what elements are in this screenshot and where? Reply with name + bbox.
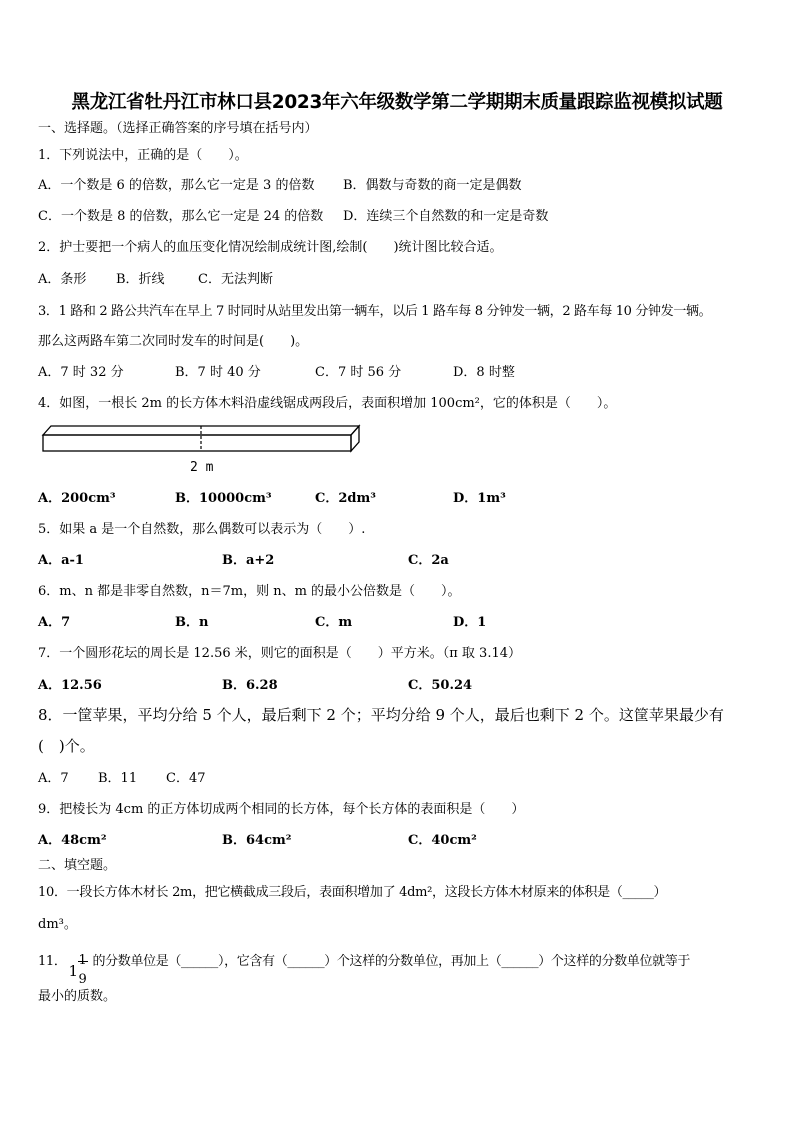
question-1-options-row-1 xyxy=(38,178,522,194)
question-5-stem: 5．如果 a 是一个自然数，那么偶数可以表示为（ ）. xyxy=(38,522,366,537)
question-3-option-c[interactable]: C．7 时 56 分 xyxy=(315,365,402,380)
question-3-stem-line-1: 3．1 路和 2 路公共汽车在早上 7 时同时从站里发出第一辆车，以后 1 路车每 8 分钟发一辆，2 路车每 10 分钟发一辆。 xyxy=(38,304,712,319)
question-1-stem: 1．下列说法中，正确的是（ ）。 xyxy=(38,148,248,163)
question-9-options xyxy=(38,833,477,849)
question-5-option-b[interactable]: B．a+2 xyxy=(222,553,275,568)
page-title: 黑龙江省牡丹江市林口县2023年六年级数学第二学期期末质量跟踪监视模拟试题 xyxy=(71,92,723,113)
question-6-stem: 6．m、n 都是非零自然数，n＝7m，则 n、m 的最小公倍数是（ ）。 xyxy=(38,584,461,599)
question-11-stem-line-2: 最小的质数。 xyxy=(38,989,117,1004)
question-11-stem-line-1 xyxy=(38,944,691,987)
question-6-option-c[interactable]: C．m xyxy=(315,615,353,630)
question-4-option-a[interactable]: A．200cm³ xyxy=(38,491,116,506)
diagram-length-label: 2 m xyxy=(190,460,214,475)
question-1-options-row-2 xyxy=(38,209,548,225)
question-6-option-b[interactable]: B．n xyxy=(175,615,209,630)
fraction-whole: 1 xyxy=(68,961,78,980)
question-4-options xyxy=(38,491,506,507)
question-1-option-b[interactable]: B．偶数与奇数的商一定是偶数 xyxy=(343,178,522,193)
question-2-option-a[interactable]: A．条形 xyxy=(38,272,87,287)
question-10-stem-line-1: 10．一段长方体木材长 2m，把它横截成三段后，表面积增加了 4dm²，这段长方体木材原来的体积是（_____） xyxy=(38,885,667,900)
question-7-option-c[interactable]: C．50.24 xyxy=(408,678,473,693)
question-7-stem: 7．一个圆形花坛的周长是 12.56 米，则它的面积是（ ）平方米。（π 取 3.14） xyxy=(38,646,522,661)
block-front-face xyxy=(43,435,351,451)
fraction-denominator: 9 xyxy=(78,971,87,987)
question-3-option-d[interactable]: D．8 时整 xyxy=(453,365,515,380)
question-4-stem: 4．如图，一根长 2m 的长方体木料沿虚线锯成两段后，表面积增加 100cm²，它的体积是（ ）。 xyxy=(38,396,617,411)
question-2-option-c[interactable]: C．无法判断 xyxy=(198,272,273,287)
block-side-face xyxy=(351,426,359,451)
question-8-stem-line-1: 8．一筐苹果，平均分给 5 个人，最后剩下 2 个；平均分给 9 个人，最后也剩下 2 个。这筐苹果最少有 xyxy=(38,706,724,724)
question-1-option-c[interactable]: C．一个数是 8 的倍数，那么它一定是 24 的倍数 xyxy=(38,209,324,224)
question-9-option-a[interactable]: A．48cm² xyxy=(38,833,107,848)
question-3-option-b[interactable]: B．7 时 40 分 xyxy=(175,365,261,380)
question-4-option-d[interactable]: D．1m³ xyxy=(453,491,506,506)
question-3-option-a[interactable]: A．7 时 32 分 xyxy=(38,365,124,380)
fraction-numerator: 1 xyxy=(78,952,87,968)
question-2-stem: 2．护士要把一个病人的血压变化情况绘制成统计图,绘制( )统计图比较合适。 xyxy=(38,240,503,255)
question-1-option-d[interactable]: D．连续三个自然数的和一定是奇数 xyxy=(343,209,549,224)
question-7-option-b[interactable]: B．6.28 xyxy=(222,678,278,693)
question-8-option-c[interactable]: C．47 xyxy=(166,771,206,786)
question-6-option-a[interactable]: A．7 xyxy=(38,615,71,630)
question-10-stem-line-2: dm³。 xyxy=(38,917,77,932)
question-11-stem-text: 的分数单位是（______），它含有（______）个这样的分数单位，再加上（______）个这样的分数单位就等于 xyxy=(92,954,691,969)
section-heading-choice: 一、选择题。（选择正确答案的序号填在括号内） xyxy=(38,121,318,136)
question-8-option-a[interactable]: A．7 xyxy=(38,771,69,786)
question-4-option-b[interactable]: B．10000cm³ xyxy=(175,491,272,506)
question-2-option-b[interactable]: B．折线 xyxy=(116,272,165,287)
question-8-options xyxy=(38,771,206,787)
question-9-option-b[interactable]: B．64cm² xyxy=(222,833,292,848)
question-5-options xyxy=(38,553,449,569)
question-4-option-c[interactable]: C．2dm³ xyxy=(315,491,376,506)
question-1-option-a[interactable]: A．一个数是 6 的倍数，那么它一定是 3 的倍数 xyxy=(38,178,315,193)
question-5-option-a[interactable]: A．a-1 xyxy=(38,553,84,568)
wood-block-diagram xyxy=(40,423,362,477)
question-9-stem: 9．把棱长为 4cm 的正方体切成两个相同的长方体，每个长方体的表面积是（ ） xyxy=(38,802,525,817)
section-heading-fill-in: 二、填空题。 xyxy=(38,858,117,873)
question-11-number: 11． xyxy=(38,954,67,969)
question-9-option-c[interactable]: C．40cm² xyxy=(408,833,477,848)
question-3-stem-line-2: 那么这两路车第二次同时发车的时间是( )。 xyxy=(38,334,309,349)
question-7-option-a[interactable]: A．12.56 xyxy=(38,678,102,693)
mixed-fraction xyxy=(68,945,91,987)
question-6-options xyxy=(38,615,486,631)
question-6-option-d[interactable]: D．1 xyxy=(453,615,487,630)
question-5-option-c[interactable]: C．2a xyxy=(408,553,449,568)
question-7-options xyxy=(38,678,472,694)
question-8-option-b[interactable]: B．11 xyxy=(98,771,138,786)
question-3-options xyxy=(38,365,515,381)
question-2-options xyxy=(38,272,273,288)
question-8-stem-line-2: ( )个。 xyxy=(38,737,95,755)
